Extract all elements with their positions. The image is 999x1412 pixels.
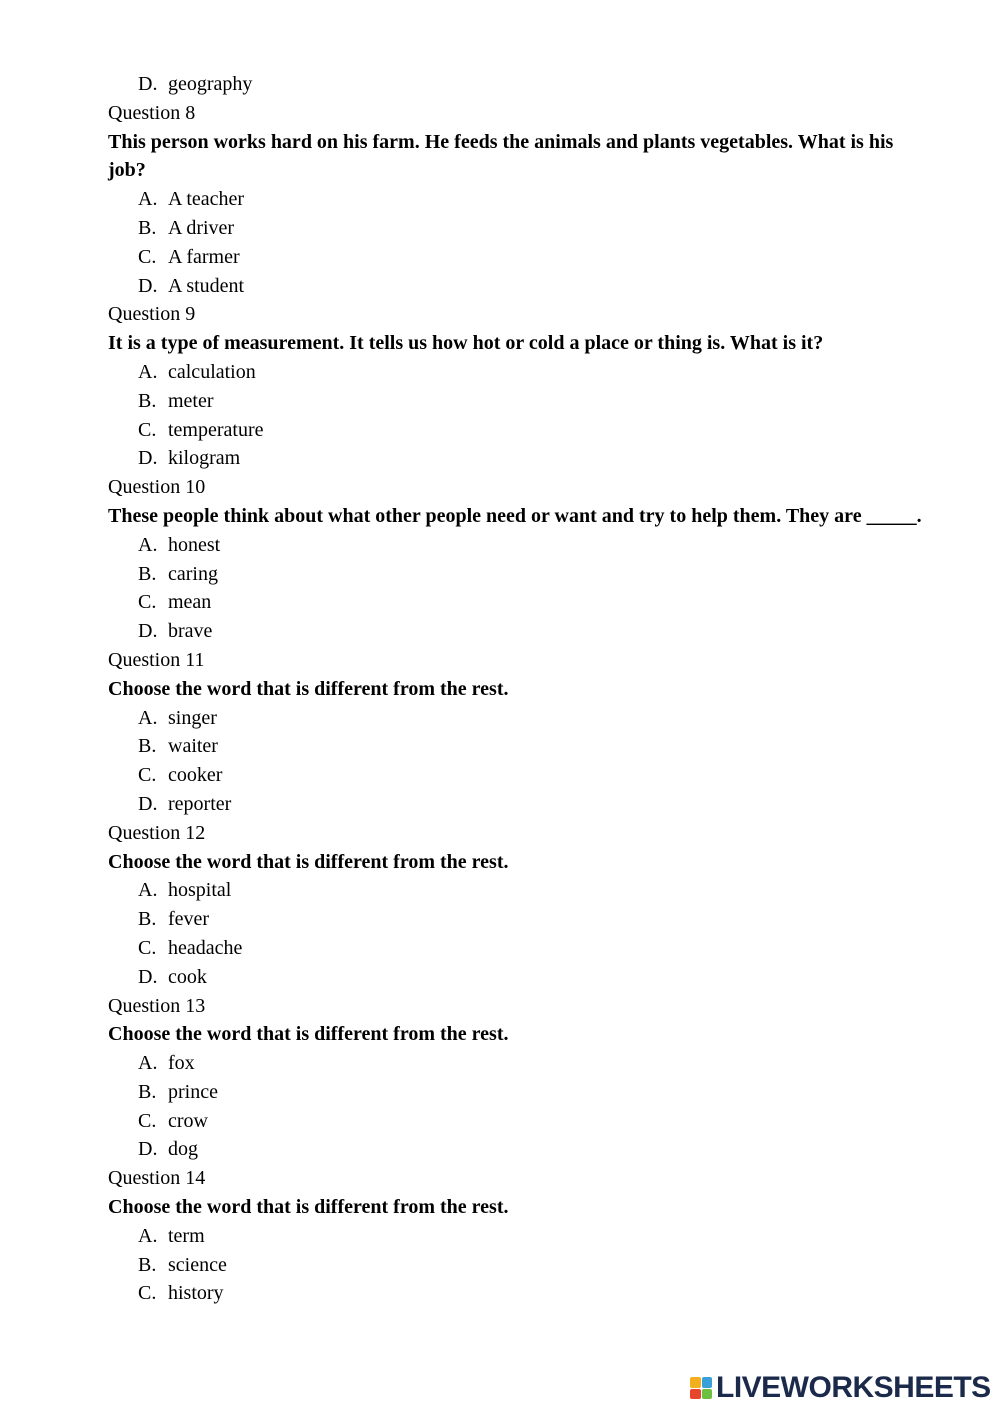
answer-option[interactable] [108,876,928,905]
option-letter: A. [138,188,158,211]
option-text: brave [168,620,213,643]
option-text: calculation [168,360,256,383]
answer-option[interactable] [108,588,928,617]
option-text: dog [168,1138,198,1161]
option-letter: B. [138,735,157,758]
option-text: A farmer [168,245,240,268]
option-letter: B. [138,1253,157,1276]
option-letter: D. [138,447,158,470]
question-label: Question 8 [108,101,196,124]
option-letter: D. [138,274,158,297]
question-label: Question 12 [108,821,206,844]
option-text: A teacher [168,188,245,211]
question-block [108,992,928,1165]
option-text: A student [168,274,245,297]
question-label: Question 13 [108,994,206,1017]
option-text: kilogram [168,447,241,470]
option-letter: D. [138,620,158,643]
option-text: crow [168,1109,208,1132]
option-letter: B. [138,562,157,585]
option-letter: A. [138,706,158,729]
option-text: geography [168,73,253,95]
option-letter: A. [138,1052,158,1075]
option-text: term [168,1224,205,1247]
logo-mark-icon [690,1377,712,1399]
option-text: cooker [168,764,223,787]
option-letter: C. [138,1109,157,1132]
option-text: science [168,1253,227,1276]
option-letter: A. [138,533,158,556]
question-label: Question 10 [108,476,206,499]
option-text: history [168,1282,224,1305]
option-text: hospital [168,879,232,902]
question-prompt: Choose the word that is different from the rest. [108,850,509,873]
question-prompt: This person works hard on his farm. He feeds the animals and plants vegetables. What is his job? [108,130,894,182]
option-text: cook [168,965,207,988]
option-text: waiter [168,735,218,758]
answer-option[interactable] [108,790,928,819]
option-letter: B. [138,389,157,412]
logo-square [690,1377,701,1388]
answer-option[interactable] [108,732,928,761]
option-letter: C. [138,764,157,787]
option-text: fox [168,1052,195,1075]
answer-option[interactable] [108,704,928,733]
answer-option[interactable] [108,444,928,473]
answer-option[interactable] [108,416,928,445]
option-letter: D. [138,792,158,815]
answer-option[interactable] [108,560,928,589]
option-letter: B. [138,908,157,931]
option-text: meter [168,389,214,412]
question-label: Question 14 [108,1167,206,1190]
question-block [108,99,928,301]
question-label: Question 11 [108,648,205,671]
option-letter: D. [138,1138,158,1161]
option-text: reporter [168,792,232,815]
answer-option[interactable] [108,531,928,560]
worksheet-content [108,70,928,1308]
option-text: A driver [168,216,235,239]
logo-square [690,1389,701,1400]
option-letter: C. [138,245,157,268]
question-prompt: It is a type of measurement. It tells us how hot or cold a place or thing is. What is it? [108,332,824,355]
question-block [108,473,928,646]
question-prompt: Choose the word that is different from the rest. [108,677,509,700]
answer-option[interactable] [108,185,928,214]
question-prompt: Choose the word that is different from the rest. [108,1196,509,1219]
option-letter: C. [138,1282,157,1305]
answer-option[interactable] [108,1049,928,1078]
logo-square [702,1377,713,1388]
question-list [108,99,928,1308]
answer-option[interactable] [108,963,928,992]
option-letter: C. [138,418,157,441]
option-letter: A. [138,879,158,902]
option-text: prince [168,1080,218,1103]
logo-square [702,1389,713,1400]
question-block [108,646,928,819]
option-letter: A. [138,1224,158,1247]
option-letter: D. [138,73,158,95]
option-text: temperature [168,418,264,441]
logo-text: LIVEWORKSHEETS [716,1371,991,1404]
answer-option[interactable] [108,387,928,416]
option-letter: B. [138,216,157,239]
answer-option[interactable] [108,243,928,272]
answer-option[interactable] [108,761,928,790]
liveworksheets-logo [690,1373,991,1403]
question-label: Question 9 [108,303,196,326]
answer-option[interactable] [108,358,928,387]
option-text: caring [168,562,218,585]
question-block [108,819,928,992]
answer-option[interactable] [108,905,928,934]
answer-option[interactable] [108,1279,928,1308]
answer-option[interactable] [108,1251,928,1280]
option-letter: A. [138,360,158,383]
answer-option[interactable] [108,1107,928,1136]
option-text: fever [168,908,210,931]
question-block [108,300,928,473]
option-letter: B. [138,1080,157,1103]
question-prompt: Choose the word that is different from the rest. [108,1023,509,1046]
answer-option[interactable] [108,1135,928,1164]
option-letter: D. [138,965,158,988]
answer-option[interactable] [108,214,928,243]
answer-option[interactable] [108,934,928,963]
option-text: honest [168,533,221,556]
option-letter: C. [138,936,157,959]
question-block [108,1164,928,1308]
answer-option[interactable] [108,1078,928,1107]
option-letter: C. [138,591,157,614]
answer-option[interactable] [108,617,928,646]
top-option [108,70,928,99]
option-text: singer [168,706,217,729]
option-text: mean [168,591,212,614]
question-prompt: These people think about what other people need or want and try to help them. They are _____. [108,504,922,527]
answer-option[interactable] [108,272,928,301]
option-text: headache [168,936,243,959]
answer-option[interactable] [108,1222,928,1251]
